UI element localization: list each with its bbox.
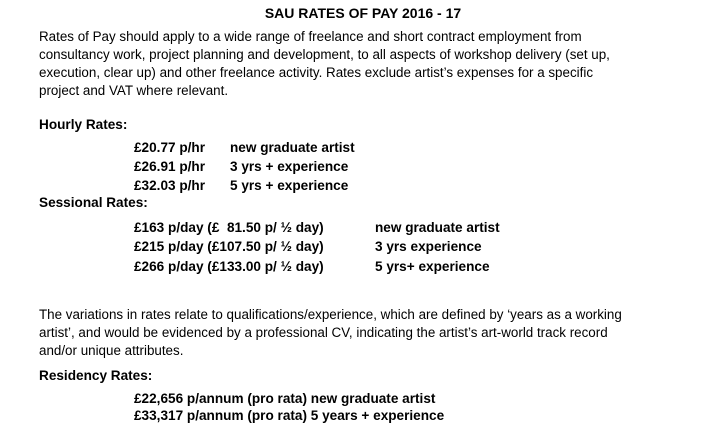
intro-paragraph [39, 28, 709, 100]
hourly-rate-description: new graduate artist [230, 140, 355, 155]
variations-line: The variations in rates relate to qualifications/experience, which are defined by ‘years as a working [39, 307, 622, 322]
hourly-rate-amount: £20.77 p/hr [134, 140, 206, 155]
residency-rates-heading: Residency Rates: [39, 368, 153, 383]
page-title: SAU RATES OF PAY 2016 - 17 [264, 5, 462, 21]
variations-line: artist’, and would be evidenced by a professional CV, indicating the artist’s art-world track record [39, 325, 608, 340]
hourly-rates-heading: Hourly Rates: [39, 117, 128, 132]
hourly-rate-amount: £26.91 p/hr [134, 159, 206, 174]
sessional-rate-amount: £215 p/day (£107.50 p/ ½ day) [134, 239, 324, 254]
intro-line: execution, clear up) and other freelance activity. Rates exclude artist’s expenses for a specific [39, 65, 594, 80]
intro-line: Rates of Pay should apply to a wide range of freelance and short contract employment from [39, 29, 582, 44]
hourly-rate-description: 3 yrs + experience [230, 159, 349, 174]
residency-rate-row: £22,656 p/annum (pro rata) new graduate artist [134, 391, 436, 406]
hourly-rate-amount: £32.03 p/hr [134, 178, 206, 193]
sessional-rate-description: 3 yrs experience [375, 239, 482, 254]
intro-line: project and VAT where relevant. [39, 83, 229, 98]
hourly-rate-description: 5 yrs + experience [230, 178, 349, 193]
variations-paragraph [39, 306, 709, 360]
sessional-rate-amount: £163 p/day (£ 81.50 p/ ½ day) [134, 220, 324, 235]
sessional-rates-heading: Sessional Rates: [39, 195, 148, 210]
intro-line: consultancy work, project planning and development, to all aspects of workshop delivery (set up, [39, 47, 610, 62]
sessional-rate-amount: £266 p/day (£133.00 p/ ½ day) [134, 259, 324, 274]
residency-rate-row: £33,317 p/annum (pro rata) 5 years + experience [134, 408, 445, 423]
sessional-rate-description: 5 yrs+ experience [375, 259, 490, 274]
variations-line: and/or unique attributes. [39, 343, 184, 358]
sessional-rate-description: new graduate artist [375, 220, 500, 235]
